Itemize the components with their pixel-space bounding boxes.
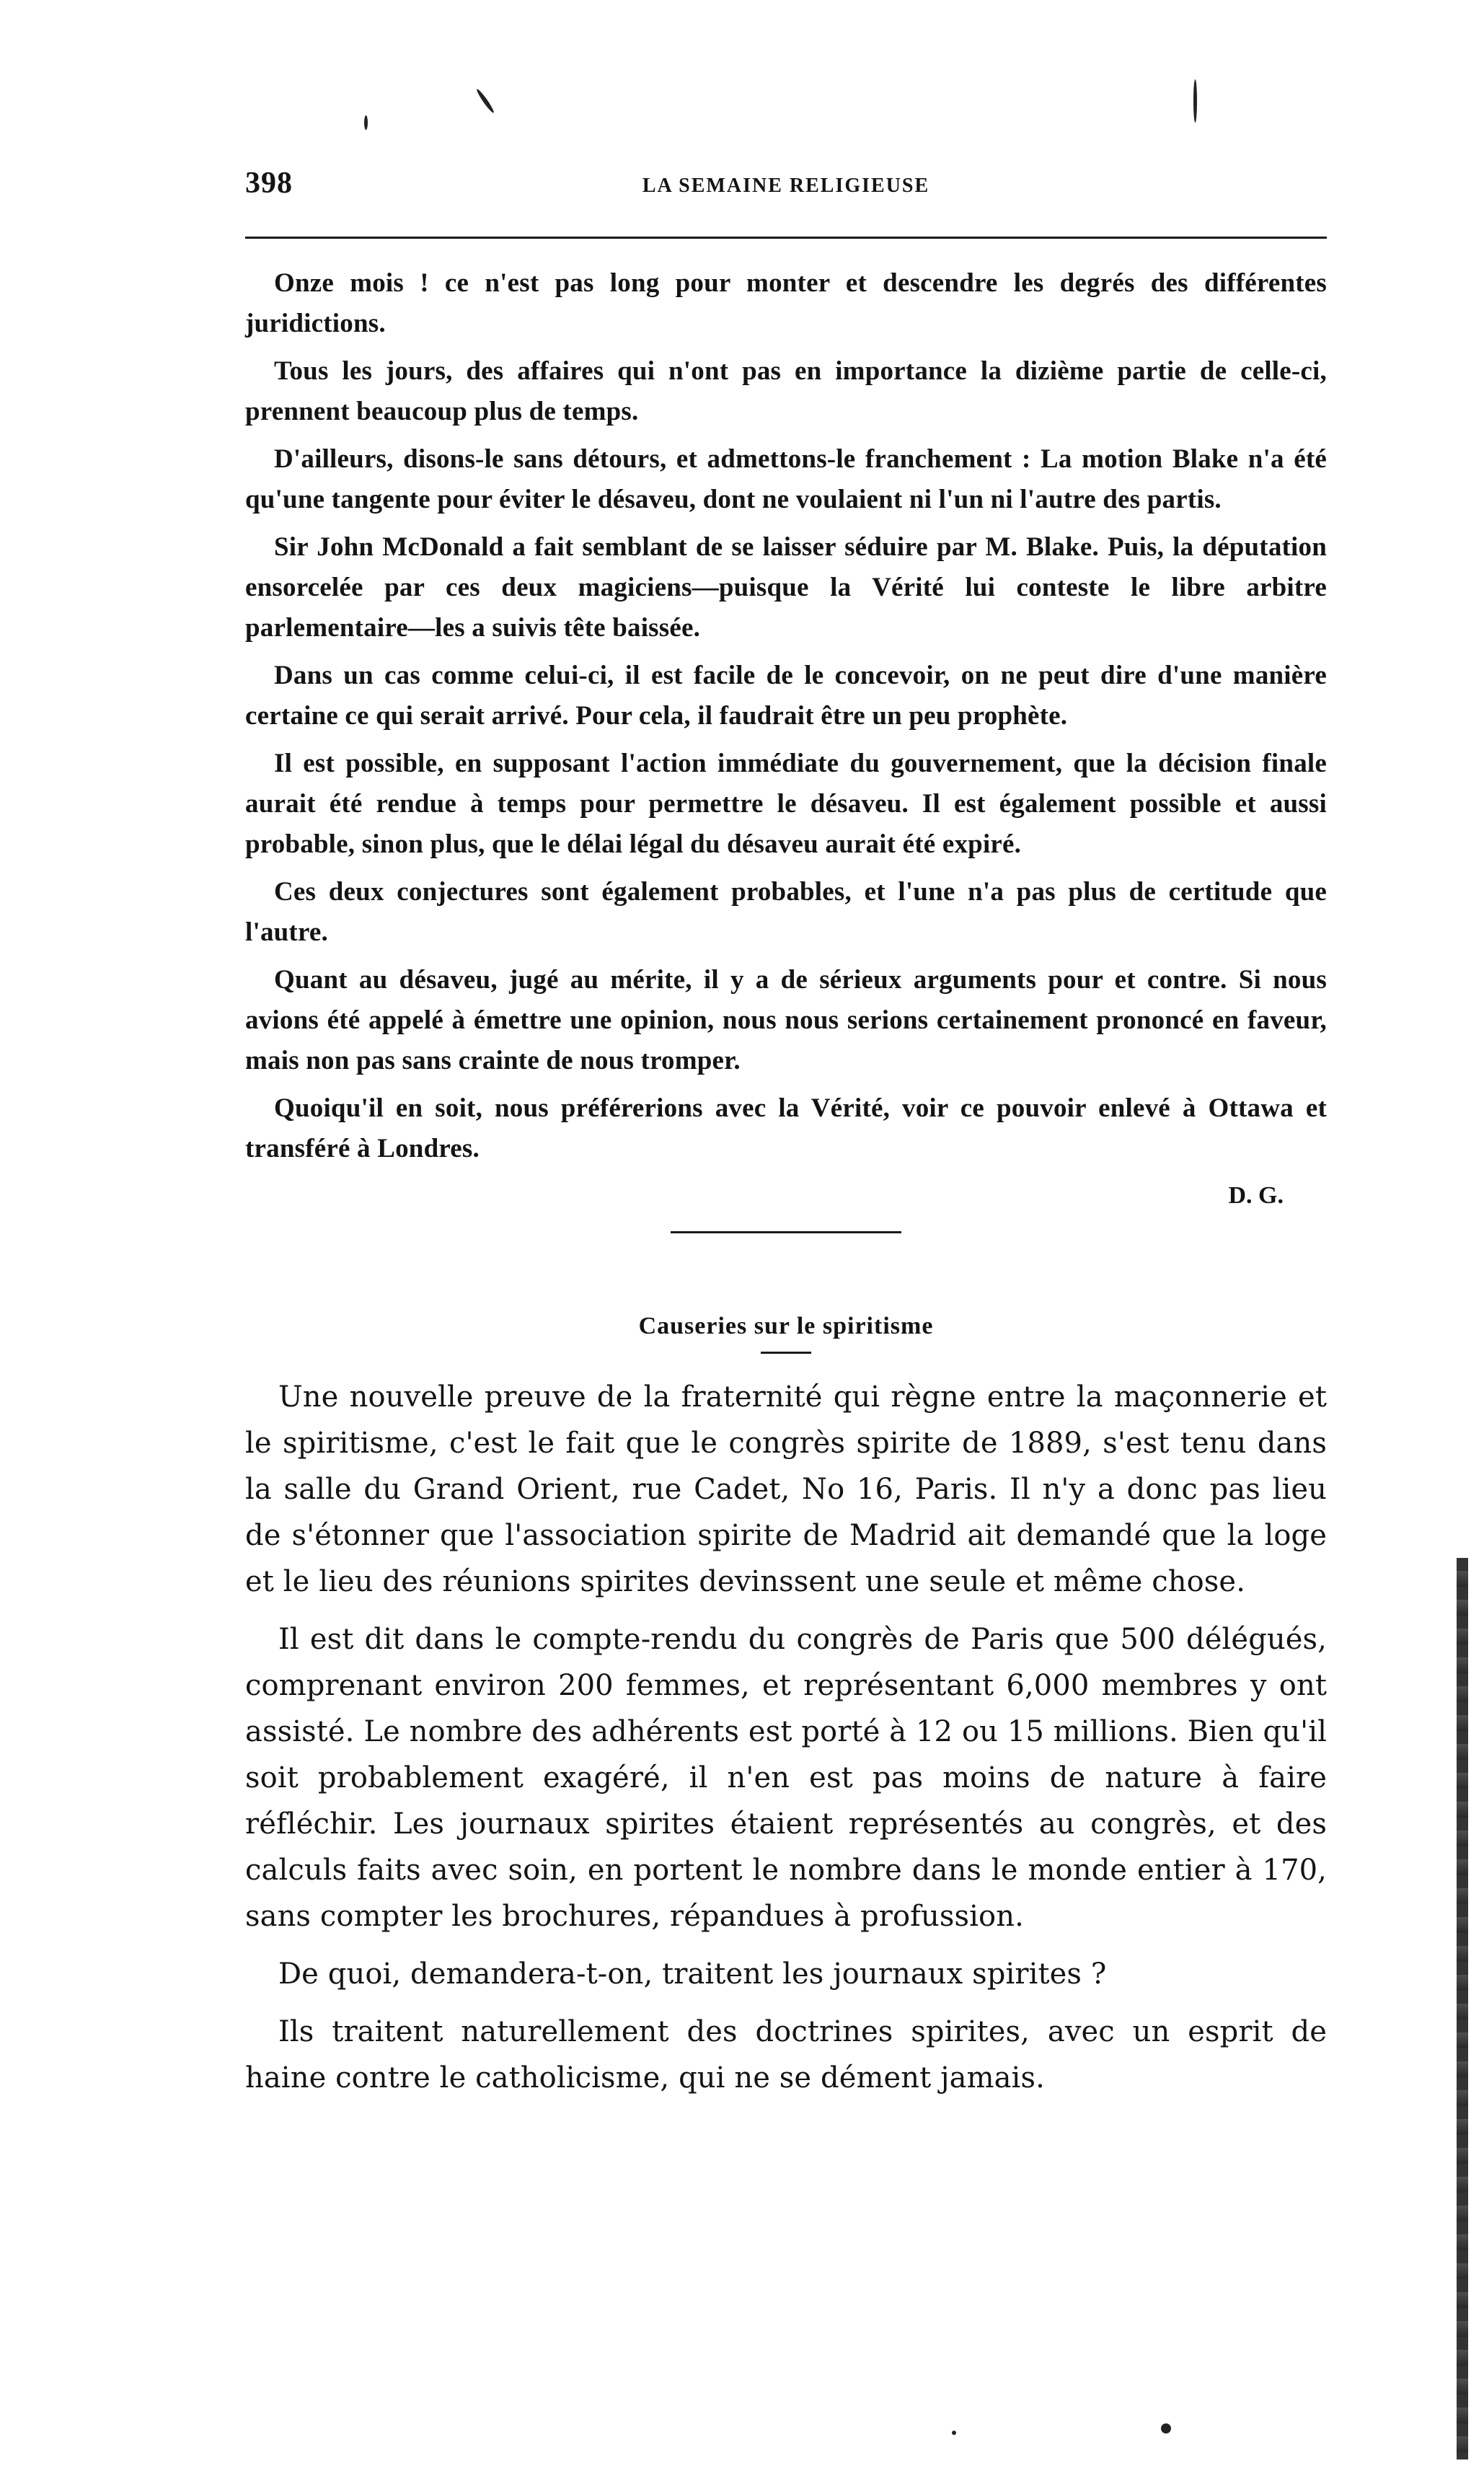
paragraph: Onze mois ! ce n'est pas long pour monter et descendre les degrés des différentes juridictions. bbox=[245, 268, 1327, 338]
paragraph: Dans un cas comme celui-ci, il est facile de le concevoir, on ne peut dire d'une manière certaine ce qui serait arrivé. Pour cela, il faudrait être un peu prophète. bbox=[245, 661, 1327, 731]
title-rule bbox=[761, 1352, 811, 1354]
paragraph: Quoiqu'il en soit, nous préférerions avec la Vérité, voir ce pouvoir enlevé à Ottawa et transféré à Londres. bbox=[245, 1093, 1327, 1163]
header-rule bbox=[245, 237, 1327, 239]
scan-edge-shadow bbox=[1457, 1558, 1468, 2459]
scan-speck bbox=[952, 2431, 956, 2435]
scan-speck bbox=[364, 115, 368, 130]
paragraph: D'ailleurs, disons-le sans détours, et admettons-le franchement : La motion Blake n'a été qu'une tangente pour éviter le désaveu, dont ne voulaient ni l'un ni l'autre des partis. bbox=[245, 444, 1327, 514]
paragraph: De quoi, demandera-t-on, traitent les journaux spirites ? bbox=[278, 1957, 1107, 1991]
scan-speck bbox=[475, 88, 495, 114]
article-body bbox=[245, 1374, 1327, 2101]
section-divider bbox=[671, 1231, 901, 1233]
page-number: 398 bbox=[245, 167, 293, 200]
paragraph: Sir John McDonald a fait semblant de se laisser séduire par M. Blake. Puis, la députation ensorcelée par ces deux magiciens—puisque la Vérité lui conteste le libre arbitre parlementaire—les a suivis tête baissée. bbox=[245, 532, 1327, 643]
paragraph: Une nouvelle preuve de la fraternité qui règne entre la maçonnerie et le spiritisme, c'est le fait que le congrès spirite de 1889, s'est tenu dans la salle du Grand Orient, rue Cadet, No 16, Paris. Il n'y a donc pas lieu de s'étonner que l'association spirite de Madrid ait demandé que la loge et le lieu des réunions spirites devinssent une seule et même chose. bbox=[245, 1380, 1327, 1598]
article-continuation bbox=[245, 263, 1327, 1169]
scan-speck bbox=[1161, 2423, 1171, 2434]
author-signature: D. G. bbox=[1228, 1182, 1284, 1209]
document-page bbox=[245, 166, 1327, 2113]
paragraph: Tous les jours, des affaires qui n'ont pas en importance la dizième partie de celle-ci, prennent beaucoup plus de temps. bbox=[245, 356, 1327, 426]
paragraph: Ces deux conjectures sont également probables, et l'une n'a pas plus de certitude que l'autre. bbox=[245, 877, 1327, 947]
scan-speck bbox=[1193, 79, 1197, 123]
running-header bbox=[245, 166, 1327, 216]
paragraph: Il est possible, en supposant l'action immédiate du gouvernement, que la décision finale aurait été rendue à temps pour permettre le désaveu. Il est également possible et aussi probable, sinon plus, que le délai légal du désaveu aurait été expiré. bbox=[245, 749, 1327, 859]
paragraph: Ils traitent naturellement des doctrines spirites, avec un esprit de haine contre le catholicisme, qui ne se dément jamais. bbox=[245, 2015, 1327, 2095]
paragraph: Quant au désaveu, jugé au mérite, il y a de sérieux arguments pour et contre. Si nous avions été appelé à émettre une opinion, nous nous serions certainement prononcé en faveur, mais non pas sans crainte de nous tromper. bbox=[245, 965, 1327, 1075]
paragraph: Il est dit dans le compte-rendu du congrès de Paris que 500 délégués, comprenant environ 200 femmes, et représentant 6,000 membres y ont assisté. Le nombre des adhérents est porté à 12 ou 15 millions. Bien qu'il soit probablement exagéré, il n'en est pas moins de nature à faire réfléchir. Les journaux spirites étaient représentés au congrès, et des calculs faits avec soin, en portent le nombre dans le monde entier à 170, sans compter les brochures, répandues à profussion. bbox=[245, 1623, 1327, 1933]
journal-title: LA SEMAINE RELIGIEUSE bbox=[642, 175, 930, 197]
section-title: Causeries sur le spiritisme bbox=[638, 1313, 934, 1339]
